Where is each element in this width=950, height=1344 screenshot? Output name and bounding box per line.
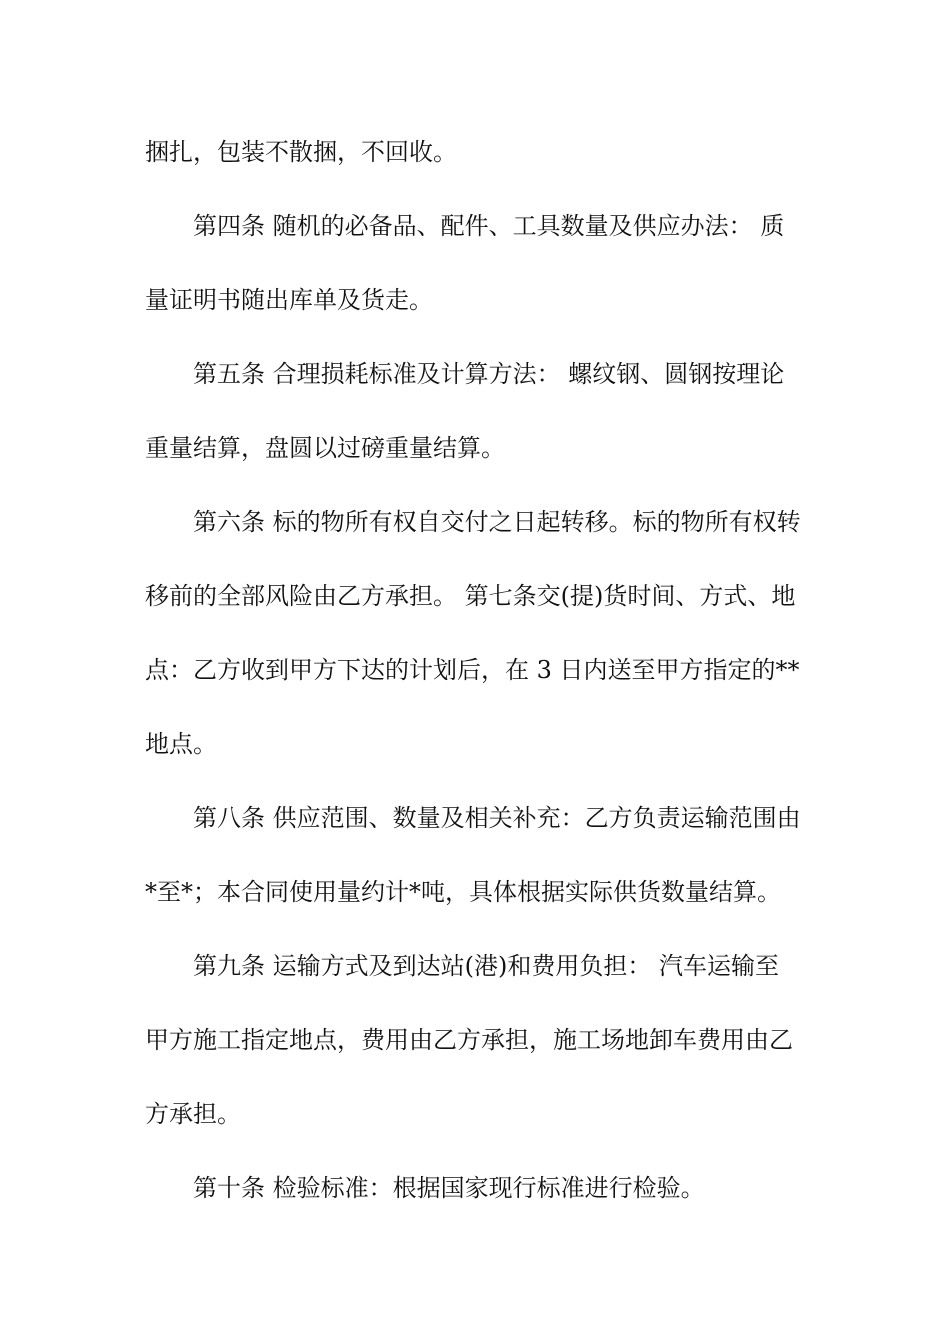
text-line-12: 第九条 运输方式及到达站(港)和费用负担： 汽车运输至 (193, 952, 779, 980)
text-line-6: 第六条 标的物所有权自交付之日起转移。标的物所有权转 (193, 508, 801, 536)
text-line-4: 第五条 合理损耗标准及计算方法： 螺纹钢、圆钢按理论 (193, 360, 785, 388)
text-line-15: 第十条 检验标准：根据国家现行标准进行检验。 (193, 1174, 705, 1202)
text-line-3: 量证明书随出库单及货走。 (145, 286, 433, 314)
text-line-1: 捆扎，包装不散捆，不回收。 (145, 138, 457, 166)
text-line-8: 点：乙方收到甲方下达的计划后，在 3 日内送至甲方指定的** (145, 656, 800, 684)
text-line-10: 第八条 供应范围、数量及相关补充：乙方负责运输范围由 (193, 804, 801, 832)
text-line-11: *至*；本合同使用量约计*吨，具体根据实际供货数量结算。 (145, 878, 781, 906)
text-line-14: 方承担。 (145, 1100, 241, 1128)
text-line-5: 重量结算，盘圆以过磅重量结算。 (145, 434, 505, 462)
text-line-13: 甲方施工指定地点，费用由乙方承担，施工场地卸车费用由乙 (145, 1026, 793, 1054)
text-line-9: 地点。 (145, 730, 217, 758)
text-line-7: 移前的全部风险由乙方承担。 第七条交(提)货时间、方式、地 (145, 582, 796, 610)
text-line-2: 第四条 随机的必备品、配件、工具数量及供应办法： 质 (193, 212, 785, 240)
